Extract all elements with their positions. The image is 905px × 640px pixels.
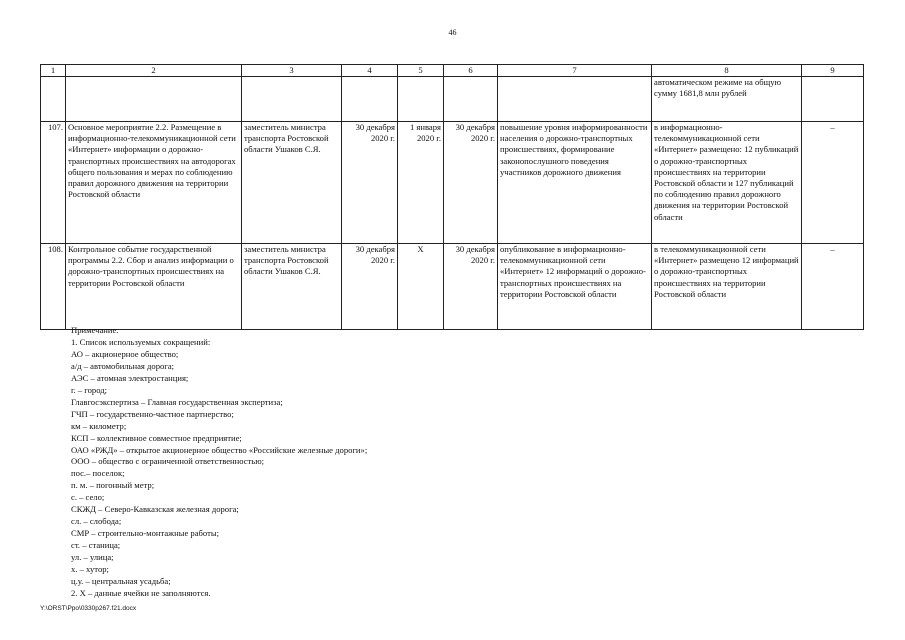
- abbreviation-item: км – километр;: [71, 420, 127, 431]
- abbreviation-item: ОАО «РЖД» – открытое акционерное общество «Российские железные дороги»;: [71, 444, 368, 455]
- expected-result: повышение уровня информированности населения о дорожно-транспортных происшествиях, формирование законопослушного поведения участников дорожного движения: [498, 122, 652, 244]
- start-date: Х: [398, 244, 444, 330]
- abbreviation-item: сл. – слобода;: [71, 516, 122, 527]
- file-path-footer: Y:\ORST\Ppo\0330p267.f21.docx: [40, 605, 137, 612]
- planned-date: 30 декабря 2020 г.: [342, 244, 398, 330]
- abbreviation-item: ст. – станица;: [71, 540, 121, 551]
- deviation-reason: –: [802, 244, 864, 330]
- abbreviation-item: ул. – улица;: [71, 552, 114, 563]
- continuation-row: [41, 77, 864, 122]
- abbreviation-item: ц.у. – центральная усадьба;: [71, 576, 171, 587]
- abbreviation-item: с. – село;: [71, 492, 105, 503]
- row-number: 107.: [41, 122, 66, 244]
- table-row: [41, 122, 864, 244]
- actual-result: в информационно-телекоммуникационной сети «Интернет» размещено: 12 публикаций о дорожно-транспортных происшествиях на территории Ростовской области и 127 публикаций по соблюдению правил дорожного движения на территории Ростовской области: [652, 122, 802, 244]
- end-date: 30 декабря 2020 г.: [444, 244, 498, 330]
- expected-result: опубликование в информационно-телекоммуникационной сети «Интернет» 12 информаций о дорожно-транспортных происшествиях на территории Ростовской области: [498, 244, 652, 330]
- activity-name: Контрольное событие государственной программы 2.2. Сбор и анализ информации о дорожно-транспортных происшествиях на территории Ростовской области: [66, 244, 242, 330]
- abbreviation-item: КСП – коллективное совместное предприятие;: [71, 432, 242, 443]
- column-header: 3: [242, 65, 342, 77]
- table-cell: [498, 77, 652, 122]
- table-cell: [342, 77, 398, 122]
- responsible-person: заместитель министра транспорта Ростовской области Ушаков С.Я.: [242, 122, 342, 244]
- abbreviation-item: а/д – автомобильная дорога;: [71, 360, 175, 371]
- abbreviation-item: АО – акционерное общество;: [71, 348, 179, 359]
- page-number: 46: [448, 28, 457, 37]
- activity-name: Основное мероприятие 2.2. Размещение в информационно-телекоммуникационной сети «Интернет» информации о дорожно-транспортных происшествиях на автодорогах общего пользования и мерах по соблюдению правил дорожного движения на территории Ростовской области: [66, 122, 242, 244]
- column-header: 2: [66, 65, 242, 77]
- table-cell: [66, 77, 242, 122]
- abbreviation-item: г. – город;: [71, 384, 108, 395]
- abbreviation-item: ГЧП – государственно-частное партнерство;: [71, 408, 234, 419]
- responsible-person: заместитель министра транспорта Ростовской области Ушаков С.Я.: [242, 244, 342, 330]
- planned-date: 30 декабря 2020 г.: [342, 122, 398, 244]
- abbreviation-item: ООО – общество с ограниченной ответственностью;: [71, 456, 265, 467]
- deviation-reason: –: [802, 122, 864, 244]
- report-table: [40, 64, 864, 330]
- abbreviation-item: пос.– поселок;: [71, 468, 125, 479]
- abbreviation-item: СМР – строительно-монтажные работы;: [71, 528, 220, 539]
- table-cell: автоматическом режиме на общую сумму 1681,8 млн рублей: [652, 77, 802, 122]
- column-header: 4: [342, 65, 398, 77]
- table-cell: [41, 77, 66, 122]
- abbreviation-item: Главгосэкспертиза – Главная государственная экспертиза;: [71, 396, 283, 407]
- table-row: [41, 244, 864, 330]
- table-cell: [444, 77, 498, 122]
- abbreviation-item: АЭС – атомная электростанция;: [71, 372, 189, 383]
- end-date: 30 декабря 2020 г.: [444, 122, 498, 244]
- table-cell: [802, 77, 864, 122]
- start-date: 1 января 2020 г.: [398, 122, 444, 244]
- column-header: 8: [652, 65, 802, 77]
- table-cell: [242, 77, 342, 122]
- abbreviation-item: СКЖД – Северо-Кавказская железная дорога;: [71, 504, 239, 515]
- notes-section: [71, 325, 367, 600]
- column-header: 7: [498, 65, 652, 77]
- abbreviation-item: п. м. – погонный метр;: [71, 480, 155, 491]
- column-header: 9: [802, 65, 864, 77]
- abbreviation-item: х. – хутор;: [71, 564, 109, 575]
- note-line: 2. Х – данные ячейки не заполняются.: [71, 587, 211, 598]
- column-header: 1: [41, 65, 66, 77]
- actual-result: в телекоммуникационной сети «Интернет» размещено 12 информаций о дорожно-транспортных происшествиях на территории Ростовской области: [652, 244, 802, 330]
- table-cell: [398, 77, 444, 122]
- row-number: 108.: [41, 244, 66, 330]
- column-header: 6: [444, 65, 498, 77]
- column-header: 5: [398, 65, 444, 77]
- note-heading: Примечание.: [71, 325, 119, 335]
- column-number-row: [41, 65, 864, 77]
- note-line: 1. Список используемых сокращений:: [71, 336, 211, 347]
